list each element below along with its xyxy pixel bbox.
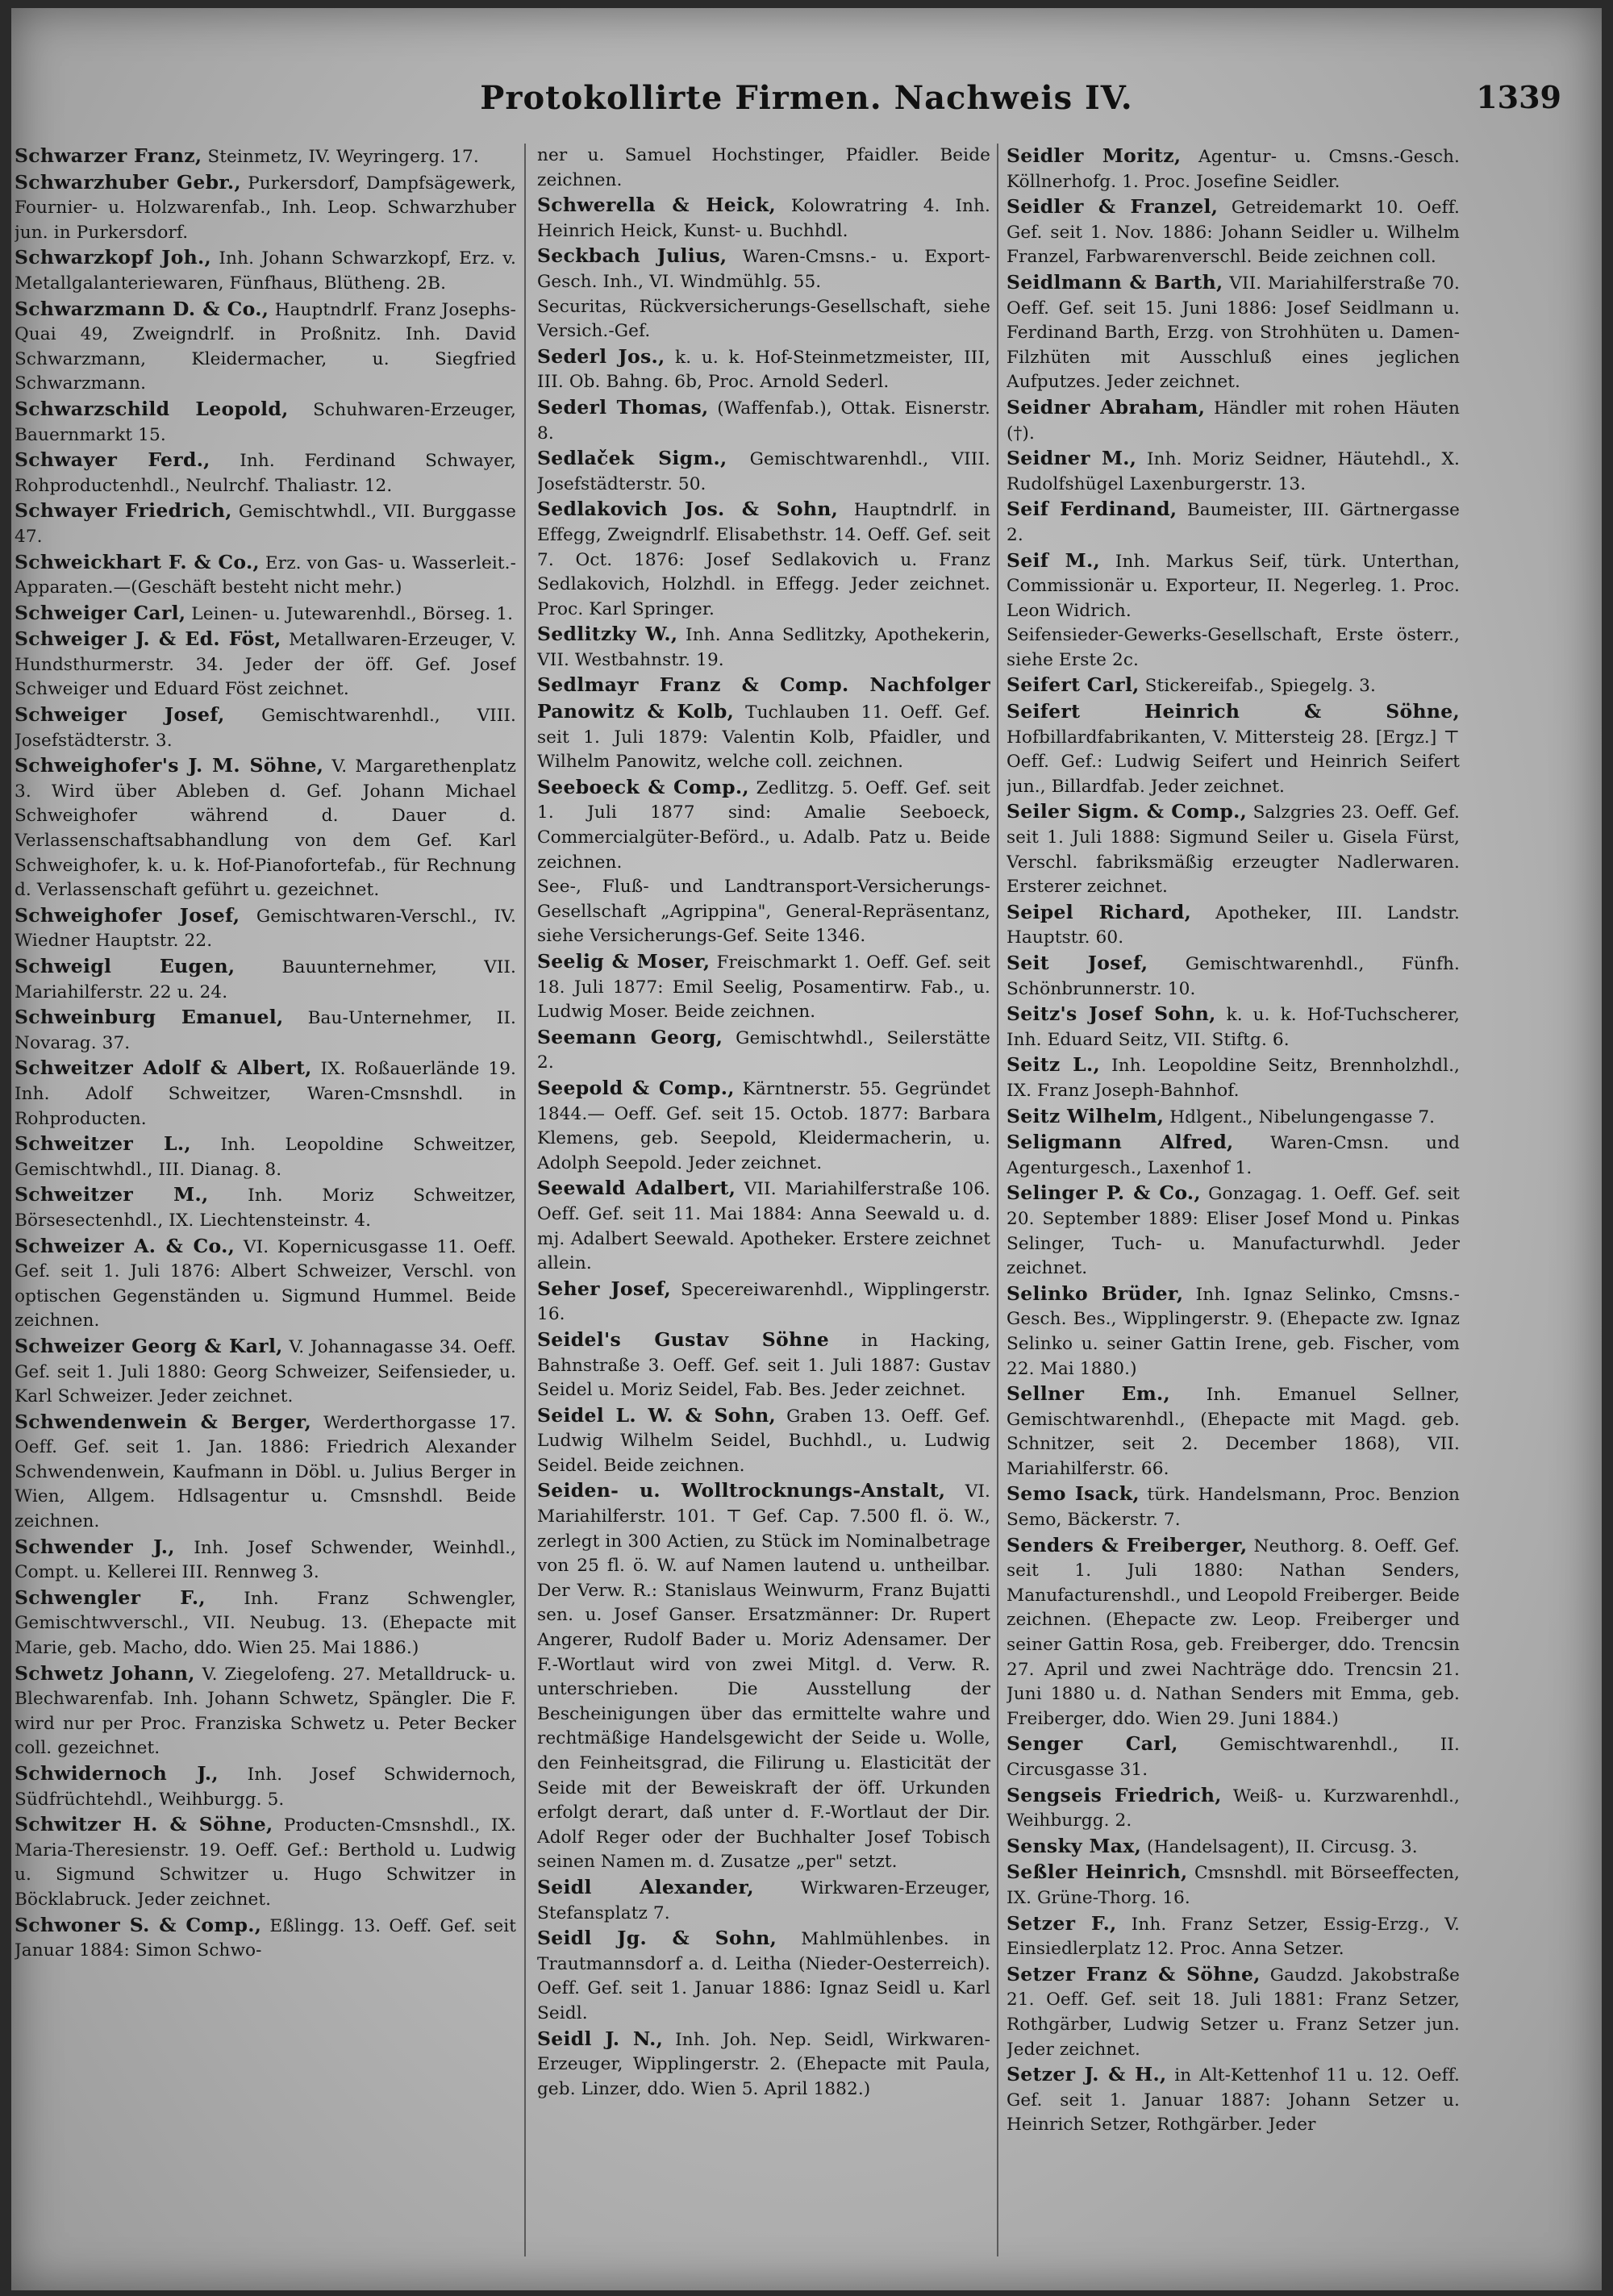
firm-details: Schuhwaren-Erzeuger, Bauernmarkt 15. xyxy=(15,399,516,445)
firm-entry xyxy=(15,448,516,498)
firm-details: VII. Mariahilferstraße 106. Oeff. Gef. seit 11. Mai 1884: Anna Seewald u. d. mj. Adalbert Seewald. Apotheker. Erstere zeichnet allein. xyxy=(537,1179,990,1274)
firm-name: Schwidernoch J., xyxy=(15,1762,219,1785)
firm-entry xyxy=(15,601,516,627)
firm-entry xyxy=(1007,1481,1460,1532)
firm-name: Seidl Alexander, xyxy=(537,1875,754,1898)
firm-details: Zedlitzg. 5. Oeff. Gef. seit 1. Juli 1877 sind: Amalie Seeboeck, Commercialgüter-Beförd., u. Adalb. Patz u. Beide zeichnen. xyxy=(537,777,990,873)
firm-entry xyxy=(537,1176,990,1276)
firm-name: Schwayer Friedrich, xyxy=(15,499,232,523)
firm-entry xyxy=(537,1327,990,1403)
firm-entry xyxy=(1007,900,1460,951)
firm-name: Seidler Moritz, xyxy=(1007,144,1182,167)
firm-details: (Waffenfab.), Ottak. Eisnerstr. 8. xyxy=(537,398,990,444)
firm-name: Seidler & Franzel, xyxy=(1007,195,1219,219)
firm-name: Schwarzmann D. & Co., xyxy=(15,297,269,320)
firm-name: Seepold & Comp., xyxy=(537,1076,735,1099)
firm-name: Schweinburg Emanuel, xyxy=(15,1006,284,1029)
firm-entry xyxy=(1007,2062,1460,2138)
firm-name: Schweizer Georg & Karl, xyxy=(15,1334,283,1357)
firm-details: türk. Handelsmann, Proc. Benzion Semo, Bäckerstr. 7. xyxy=(1007,1485,1460,1531)
firm-entry xyxy=(1007,270,1460,395)
firm-details: VII. Mariahilferstraße 70. Oeff. Gef. seit 15. Juni 1886: Josef Seidlmann u. Ferdinand Barth, Erzg. von Strohhüten u. Damen-Filzhüten mit Ausschluß eines jeglichen Aufputzes. Jeder zeichnet. xyxy=(1007,273,1460,393)
firm-entry xyxy=(15,1234,516,1334)
firm-entry xyxy=(15,753,516,903)
firm-details: Waren-Cmsn. und Agenturgesch., Laxenhof 1. xyxy=(1007,1133,1460,1178)
firm-name: Seßler Heinrich, xyxy=(1007,1861,1188,1884)
firm-name: Seher Josef, xyxy=(537,1277,672,1300)
firm-details: ner u. Samuel Hochstinger, Pfaidler. Beide zeichnen. xyxy=(537,145,990,190)
firm-details: Inh. Ignaz Selinko, Cmsns.-Gesch. Bes., Wipplingerstr. 9. (Ehepacte zw. Ignaz Selinko u. seiner Gattin Irene, geb. Fischer, vom 22. Mai 1880.) xyxy=(1007,1284,1460,1379)
firm-name: Senger Carl, xyxy=(1007,1732,1178,1756)
firm-entry xyxy=(15,1535,516,1586)
firm-details: Stickereifab., Spiegelg. 3. xyxy=(1139,676,1376,697)
firm-entry xyxy=(537,446,990,497)
firm-details: Cmsnshdl. mit Börseeffecten, IX. Grüne-Thorg. 16. xyxy=(1007,1863,1460,1908)
firm-details: Waren-Cmsns.- u. Export-Gesch. Inh., VI. Windmühlg. 55. xyxy=(537,247,990,292)
firm-details: k. u. k. Hof-Tuchscherer, Inh. Eduard Seitz, VII. Stiftg. 6. xyxy=(1007,1005,1460,1050)
firm-name: Schwetz Johann, xyxy=(15,1661,195,1685)
firm-details: V. Ziegelofeng. 27. Metalldruck- u. Blechwarenfab. Inh. Johann Schwetz, Spängler. Die F. wird nur per Proc. Franziska Schwetz u. Peter Becker coll. gezeichnet. xyxy=(15,1664,516,1759)
firm-name: Seemann Georg, xyxy=(537,1025,723,1048)
firm-entry xyxy=(15,1334,516,1410)
firm-name: Selinger P. & Co., xyxy=(1007,1181,1201,1205)
firm-details: Inh. Emanuel Sellner, Gemischtwarenhdl., (Ehepacte mit Magd. geb. Schnitzer, seit 2. December 1868), VII. Mariahilferstr. 66. xyxy=(1007,1385,1460,1479)
firm-details: Inh. Johann Schwarzkopf, Erz. v. Metallgalanteriewaren, Fünfhaus, Blütheng. 2B. xyxy=(15,248,516,294)
firm-entry xyxy=(1007,1281,1460,1381)
firm-entry xyxy=(15,954,516,1005)
firm-name: Schwarzkopf Joh., xyxy=(15,246,212,269)
firm-entry xyxy=(537,1478,990,1875)
firm-entry xyxy=(1007,699,1460,799)
firm-details: Inh. Ferdinand Schwayer, Rohproductenhdl., Neulrchf. Thaliastr. 12. xyxy=(15,451,516,496)
firm-details: Salzgries 23. Oeff. Gef. seit 1. Juli 1888: Sigmund Seiler u. Gisela Fürst, Verschl. fabriksmäßig erzeugter Nadlerwaren. Ersterer zeichnet. xyxy=(1007,802,1460,898)
firm-entry xyxy=(1007,1860,1460,1911)
firm-name: Schweiger Carl, xyxy=(15,601,186,624)
firm-details: in Hacking, Bahnstraße 3. Oeff. Gef. seit 1. Juli 1887: Gustav Seidel u. Moriz Seidel, Fab. Bes. Jeder zeichnet. xyxy=(537,1330,990,1401)
firm-name: Semo Isack, xyxy=(1007,1482,1140,1506)
column-middle xyxy=(537,144,990,2256)
firm-name: Seitz's Josef Sohn, xyxy=(1007,1002,1216,1026)
firm-entry xyxy=(537,193,990,244)
firm-name: Seifert Heinrich & Söhne, xyxy=(1007,700,1460,723)
firm-name: Schweitzer L., xyxy=(15,1132,191,1156)
firm-name: Schweiger J. & Ed. Föst, xyxy=(15,627,281,651)
firm-name: Selinko Brüder, xyxy=(1007,1281,1184,1305)
column-right xyxy=(1007,144,1460,2256)
firm-details: Bauunternehmer, VII. Mariahilferstr. 22 u. 24. xyxy=(15,957,516,1002)
firm-details: Tuchlauben 11. Oeff. Gef. seit 1. Juli 1879: Valentin Kolb, Pfaidler, und Wilhelm Panowitz, welche coll. zeichnen. xyxy=(537,702,990,773)
firm-details: Gemischtwarenhdl., VIII. Josefstädterstr. 3. xyxy=(15,706,516,751)
firm-name: Sederl Jos., xyxy=(537,344,665,368)
firm-details: Kärntnerstr. 55. Gegründet 1844.— Oeff. Gef. seit 15. Octob. 1877: Barbara Klemens, geb. Seepold, Kleidermacherin, u. Adolph Seepold. Jeder zeichnet. xyxy=(537,1078,990,1173)
firm-entry xyxy=(1007,497,1460,548)
page-header xyxy=(44,79,1569,127)
firm-entry xyxy=(15,702,516,753)
firm-entry xyxy=(1007,1104,1460,1131)
firm-entry xyxy=(1007,1731,1460,1782)
firm-details: Inh. Anna Sedlitzky, Apothekerin, VII. Westbahnstr. 19. xyxy=(537,625,990,670)
firm-name: Seckbach Julius, xyxy=(537,244,727,268)
firm-entry xyxy=(1007,1181,1460,1281)
firm-name: Sensky Max, xyxy=(1007,1834,1142,1857)
firm-name: Seif Ferdinand, xyxy=(1007,498,1177,521)
firm-entry xyxy=(1007,1834,1460,1861)
firm-name: Setzer J. & H., xyxy=(1007,2063,1167,2086)
firm-details: Freischmarkt 1. Oeff. Gef. seit 18. Juli 1877: Emil Seelig, Posamentirw. Fab., u. Ludwig Moser. Beide zeichnen. xyxy=(537,952,990,1023)
firm-entry xyxy=(537,344,990,395)
firm-name: Sedlaček Sigm., xyxy=(537,447,727,470)
firm-details: Inh. Leopoldine Schweitzer, Gemischtwhdl., III. Dianag. 8. xyxy=(15,1135,516,1180)
firm-details: Weiß- u. Kurzwarenhdl., Weihburgg. 2. xyxy=(1007,1786,1460,1831)
firm-entry xyxy=(537,875,990,949)
firm-entry xyxy=(537,1277,990,1327)
firm-name: Schweighofer Josef, xyxy=(15,903,240,927)
firm-entry xyxy=(15,297,516,397)
firm-name: Seidel L. W. & Sohn, xyxy=(537,1403,777,1427)
firm-name: Sedlakovich Jos. & Sohn, xyxy=(537,498,839,521)
firm-entry xyxy=(15,1761,516,1812)
firm-name: Sengseis Friedrich, xyxy=(1007,1783,1222,1806)
firm-name: Seidl J. N., xyxy=(537,2027,664,2050)
firm-name: Schwayer Ferd., xyxy=(15,448,210,472)
firm-details: Inh. Josef Schwidernoch, Südfrüchtehdl., Weihburgg. 5. xyxy=(15,1765,516,1810)
firm-details: Inh. Joh. Nep. Seidl, Wirkwaren-Erzeuger, Wipplingerstr. 2. (Ehepacte mit Paula, geb. Linzer, ddo. Wien 5. April 1882.) xyxy=(537,2029,990,2099)
firm-details: Hauptndrlf. in Effegg, Zweigndrlf. Elisabethstr. 14. Oeff. Gef. seit 7. Oct. 1876: Josef Sedlakovich u. Franz Sedlakovich, Holzhdl. in Effegg. Jeder zeichnet. Proc. Karl Springer. xyxy=(537,500,990,619)
firm-name: Setzer F., xyxy=(1007,1911,1117,1935)
firm-entry xyxy=(537,775,990,875)
firm-entry xyxy=(1007,673,1460,699)
firm-entry xyxy=(1007,1533,1460,1732)
firm-entry xyxy=(15,1056,516,1131)
firm-entry xyxy=(1007,1052,1460,1103)
firm-entry xyxy=(15,144,516,170)
firm-details: VI. Mariahilferstr. 101. ⊤ Gef. Cap. 7.500 fl. ö. W., zerlegt in 300 Actien, zu Stück im Nominalbetrage von 25 fl. ö. W. auf Namen lautend u. untheilbar. Der Verw. R.: Stanislaus Weinwurm, Franz Bujatti sen. u. Josef Ganser. Ersatzmänner: Dr. Rupert Angerer, Rudolf Bader u. Moriz Adensamer. Der F.-Wortlaut wird von zwei Mitgl. d. Verw. R. unterschrieben. Die Ausstellung der Bescheinigungen über das ermittelte wahre und rechtmäßige Handelsgewicht der Seide u. Wolle, den Feinheitsgrad, die Filirung u. Elasticität der Seide mit der Beweiskraft der öff. Urkunden erfolgt derart, daß unter d. F.-Wortlaut der Dir. Adolf Reger oder der Buchhalter Josef Tobisch seinen Namen m. d. Zusatze „per" setzt. xyxy=(537,1481,990,1873)
firm-details: Hdlgent., Nibelungengasse 7. xyxy=(1164,1106,1436,1127)
firm-details: Mahlmühlenbes. in Trautmannsdorf a. d. Leitha (Nieder-Oesterreich). Oeff. Gef. seit 1. Januar 1886: Ignaz Seidl u. Karl Seidl. xyxy=(537,1929,990,2023)
firm-name: Sedlmayr Franz & Comp. Nachfolger Panowitz & Kolb, xyxy=(537,673,990,723)
firm-entry xyxy=(537,295,990,344)
firm-name: Seiden- u. Wolltrocknungs-Anstalt, xyxy=(537,1479,946,1502)
firm-entry xyxy=(537,1875,990,1926)
firm-name: Seidel's Gustav Söhne xyxy=(537,1327,829,1351)
firm-details: Apotheker, III. Landstr. Hauptstr. 60. xyxy=(1007,902,1460,948)
firm-details: Gaudzd. Jakobstraße 21. Oeff. Gef. seit 18. Juli 1881: Franz Setzer, Rothgärber, Ludwig Setzer u. Franz Setzer jun. Jeder zeichnet. xyxy=(1007,1965,1460,2060)
firm-details: Inh. Leopoldine Seitz, Brennholzhdl., IX. Franz Joseph-Bahnhof. xyxy=(1007,1056,1460,1101)
firm-name: Schweizer A. & Co., xyxy=(15,1234,235,1257)
firm-name: Seelig & Moser, xyxy=(537,950,711,973)
firm-entry xyxy=(537,244,990,294)
firm-name: Schweickhart F. & Co., xyxy=(15,550,260,573)
firm-name: Schweigl Eugen, xyxy=(15,955,235,977)
firm-entry xyxy=(1007,194,1460,270)
firm-details: Inh. Markus Seif, türk. Unterthan, Commissionär u. Exporteur, II. Negerleg. 1. Proc. Leon Widrich. xyxy=(1007,551,1460,621)
firm-name: Seitz L., xyxy=(1007,1053,1100,1077)
firm-details: Händler mit rohen Häuten (†). xyxy=(1007,398,1460,444)
firm-name: Seidner Abraham, xyxy=(1007,395,1206,419)
firm-details: See-, Fluß- und Landtransport-Versicherungs-Gesellschaft „Agrippina", General-Repräsentanz, siehe Versicherungs-Gef. Seite 1346. xyxy=(537,877,990,947)
firm-name: Schwarzhuber Gebr., xyxy=(15,170,241,194)
firm-details: Inh. Josef Schwender, Weinhdl., Compt. u. Kellerei III. Rennweg 3. xyxy=(15,1537,516,1583)
firm-entry xyxy=(15,1812,516,1912)
firm-entry xyxy=(537,622,990,673)
firm-entry xyxy=(15,1182,516,1233)
firm-name: Schwender J., xyxy=(15,1535,175,1558)
firm-name: Schwarzschild Leopold, xyxy=(15,397,289,420)
firm-name: Schweitzer Adolf & Albert, xyxy=(15,1056,312,1080)
firm-name: Sellner Em., xyxy=(1007,1382,1170,1406)
firm-details: Gemischtwarenhdl., Fünfh. Schönbrunnerstr. 10. xyxy=(1007,954,1460,999)
firm-entry xyxy=(1007,395,1460,446)
firm-entry xyxy=(15,1913,516,1964)
firm-details: Getreidemarkt 10. Oeff. Gef. seit 1. Nov. 1886: Johann Seidler u. Wilhelm Franzel, Farbwarenverschl. Beide zeichnen coll. xyxy=(1007,198,1460,268)
firm-details: Bau-Unternehmer, II. Novarag. 37. xyxy=(15,1008,516,1053)
firm-name: Schweighofer's J. M. Söhne, xyxy=(15,754,324,777)
firm-details: Specereiwarenhdl., Wipplingerstr. 16. xyxy=(537,1279,990,1325)
firm-entry xyxy=(15,1131,516,1182)
firm-entry xyxy=(1007,1002,1460,1052)
firm-name: Seitz Wilhelm, xyxy=(1007,1104,1165,1127)
firm-details: Inh. Franz Schwengler, Gemischtwverschl., VII. Neubug. 13. (Ehepacte mit Marie, geb. Macho, ddo. Wien 25. Mai 1886.) xyxy=(15,1588,516,1659)
firm-details: Gonzagag. 1. Oeff. Gef. seit 20. September 1889: Eliser Josef Mond u. Pinkas Selinger, Tuch- u. Manufacturwhdl. Jeder zeichnet. xyxy=(1007,1184,1460,1279)
firm-name: Seifert Carl, xyxy=(1007,673,1140,697)
firm-details: Securitas, Rückversicherungs-Gesellschaft, siehe Versich.-Gef. xyxy=(537,296,990,342)
firm-entry xyxy=(15,1586,516,1661)
firm-name: Seipel Richard, xyxy=(1007,900,1192,923)
firm-details: Purkersdorf, Dampfsägewerk, Fournier- u. Holzwarenfab., Inh. Leop. Schwarzhuber jun. in Purkersdorf. xyxy=(15,173,516,243)
firm-entry xyxy=(1007,1783,1460,1834)
firm-name: Setzer Franz & Söhne, xyxy=(1007,1962,1261,1986)
firm-name: Seeboeck & Comp., xyxy=(537,775,749,798)
firm-details: VI. Kopernicusgasse 11. Oeff. Gef. seit 1. Juli 1876: Albert Schweizer, Verschl. von optischen Gegenständen u. Sigmund Hummel. Beide zeichnen. xyxy=(15,1236,516,1331)
firm-name: Senders & Freiberger, xyxy=(1007,1533,1248,1556)
firm-details: Baumeister, III. Gärtnergasse 2. xyxy=(1007,500,1460,545)
firm-details: Producten-Cmsnshdl., IX. Maria-Theresienstr. 19. Oeff. Gef.: Berthold u. Ludwig u. Sigmund Schwitzer u. Hugo Schwitzer in Böcklabruck. Jeder zeichnet. xyxy=(15,1815,516,1910)
firm-entry xyxy=(1007,446,1460,497)
firm-details: Leinen- u. Jutewarenhdl., Börseg. 1. xyxy=(185,603,514,624)
firm-name: Seif M., xyxy=(1007,548,1100,572)
firm-entry xyxy=(537,497,990,622)
firm-details: Inh. Moriz Seidner, Häutehdl., X. Rudolfshügel Laxenburgerstr. 13. xyxy=(1007,449,1460,494)
firm-details: Inh. Franz Setzer, Essig-Erzg., V. Einsiedlerplatz 12. Proc. Anna Setzer. xyxy=(1007,1914,1460,1960)
firm-name: Schwengler F., xyxy=(15,1586,206,1609)
firm-name: Seidner M., xyxy=(1007,447,1137,470)
directory-page xyxy=(11,8,1602,2290)
firm-name: Seit Josef, xyxy=(1007,952,1148,974)
firm-details: Inh. Moriz Schweitzer, Börsesectenhdl., IX. Liechtensteinstr. 4. xyxy=(15,1186,516,1231)
firm-name: Schweiger Josef, xyxy=(15,703,225,727)
firm-entry xyxy=(1007,1911,1460,1962)
firm-details: Wirkwaren-Erzeuger, Stefansplatz 7. xyxy=(537,1877,990,1923)
firm-details: IX. Roßauerlände 19. Inh. Adolf Schweitzer, Waren-Cmsnshdl. in Rohproducten. xyxy=(15,1059,516,1129)
firm-details: Gemischtwarenhdl., II. Circusgasse 31. xyxy=(1007,1735,1460,1780)
firm-name: Schwoner S. & Comp., xyxy=(15,1913,262,1936)
firm-details: Hofbillardfabrikanten, V. Mittersteig 28. [Ergz.] ⊤ Oeff. Gef.: Ludwig Seifert und Heinrich Seifert jun., Billardfab. Jeder zeichnet. xyxy=(1007,727,1460,797)
firm-details: Werderthorgasse 17. Oeff. Gef. seit 1. Jan. 1886: Friedrich Alexander Schwendenwein, Kaufmann in Döbl. u. Julius Berger in Wien, Allgem. Hdlsagentur u. Cmsnshdl. Beide zeichnen. xyxy=(15,1412,516,1532)
firm-name: Seidl Jg. & Sohn, xyxy=(537,1927,777,1950)
firm-entry xyxy=(1007,799,1460,899)
firm-entry xyxy=(15,1410,516,1535)
firm-entry xyxy=(1007,144,1460,194)
firm-entry xyxy=(537,1926,990,2026)
firm-details: k. u. k. Hof-Steinmetzmeister, III, III. Ob. Bahng. 6b, Proc. Arnold Sederl. xyxy=(537,347,990,393)
firm-name: Seligmann Alfred, xyxy=(1007,1131,1234,1154)
firm-details: Steinmetz, IV. Weyringerg. 17. xyxy=(202,147,479,167)
firm-name: Seewald Adalbert, xyxy=(537,1177,736,1200)
firm-entry xyxy=(537,1076,990,1176)
firm-details: V. Johannagasse 34. Oeff. Gef. seit 1. Juli 1880: Georg Schweizer, Seifensieder, u. Karl Schweizer. Jeder zeichnet. xyxy=(15,1336,516,1407)
firm-entry xyxy=(15,627,516,702)
firm-details: Kolowratring 4. Inh. Heinrich Heick, Kunst- u. Buchhdl. xyxy=(537,196,990,241)
firm-entry xyxy=(15,903,516,954)
firm-details: Erz. von Gas- u. Wasserleit.-Apparaten.—(Geschäft besteht nicht mehr.) xyxy=(15,552,516,598)
firm-entry xyxy=(537,1025,990,1076)
firm-entry xyxy=(1007,623,1460,673)
firm-name: Schweitzer M., xyxy=(15,1183,209,1206)
column-divider xyxy=(524,144,526,2256)
firm-details: Graben 13. Oeff. Gef. Ludwig Wilhelm Seidel, Buchhdl., u. Ludwig Seidel. Beide zeichnen. xyxy=(537,1406,990,1476)
firm-details: in Alt-Kettenhof 11 u. 12. Oeff. Gef. seit 1. Januar 1887: Johann Setzer u. Heinrich Setzer, Rothgärber. Jeder xyxy=(1007,2065,1460,2136)
firm-entry xyxy=(537,673,990,774)
firm-details: Eßlingg. 13. Oeff. Gef. seit Januar 1884: Simon Schwo- xyxy=(15,1915,516,1961)
firm-entry xyxy=(537,144,990,193)
firm-details: Hauptndrlf. Franz Josephs-Quai 49, Zweigndrlf. in Proßnitz. Inh. David Schwarzmann, Kleidermacher, u. Siegfried Schwarzmann. xyxy=(15,299,516,394)
firm-name: Schwerella & Heick, xyxy=(537,194,776,217)
firm-entry xyxy=(1007,548,1460,624)
firm-entry xyxy=(1007,1130,1460,1181)
running-title: Protokollirte Firmen. Nachweis IV. xyxy=(480,79,1133,117)
firm-details: Gemischtwarenhdl., VIII. Josefstädterstr. 50. xyxy=(537,449,990,494)
firm-details: Metallwaren-Erzeuger, V. Hundsthurmerstr. 34. Jeder der öff. Gef. Josef Schweiger und Eduard Föst zeichnet. xyxy=(15,630,516,700)
firm-details: Gemischtwhdl., Seilerstätte 2. xyxy=(537,1027,990,1073)
firm-name: Seiler Sigm. & Comp., xyxy=(1007,800,1248,823)
firm-entry xyxy=(537,2027,990,2102)
firm-entry xyxy=(15,550,516,601)
column-left xyxy=(15,144,516,2256)
firm-name: Sedlitzky W., xyxy=(537,623,678,646)
firm-details: Agentur- u. Cmsns.-Gesch. Köllnerhofg. 1. Proc. Josefine Seidler. xyxy=(1007,147,1460,192)
firm-name: Schwendenwein & Berger, xyxy=(15,1410,312,1433)
firm-details: Gemischtwhdl., VII. Burggasse 47. xyxy=(15,502,516,547)
firm-entry xyxy=(1007,951,1460,1002)
firm-entry xyxy=(15,245,516,296)
firm-entry xyxy=(537,949,990,1025)
firm-name: Schwarzer Franz, xyxy=(15,144,202,167)
firm-entry xyxy=(537,1403,990,1479)
firm-name: Seidlmann & Barth, xyxy=(1007,270,1223,294)
firm-entry xyxy=(15,1005,516,1056)
firm-entry xyxy=(537,395,990,446)
firm-details: Seifensieder-Gewerks-Gesellschaft, Erste österr., siehe Erste 2c. xyxy=(1007,625,1460,670)
firm-entry xyxy=(1007,1962,1460,2062)
firm-entry xyxy=(15,170,516,246)
firm-entry xyxy=(15,1661,516,1761)
column-divider xyxy=(997,144,998,2256)
firm-entry xyxy=(15,498,516,549)
firm-details: (Handelsagent), II. Circusg. 3. xyxy=(1141,1836,1418,1857)
firm-details: Neuthorg. 8. Oeff. Gef. seit 1. Juli 1880: Nathan Senders, Manufacturenshdl., und Leopold Freiberger. Beide zeichnen. (Ehepacte zw. Leop. Freiberger und seiner Gattin Rosa, geb. Freiberger, ddo. Trencsin 27. April und zwei Nachträge ddo. Trencsin 21. Juni 1880 u. d. Nathan Senders mit Emma, geb. Freiberger, ddo. Wien 29. Juni 1884.) xyxy=(1007,1536,1460,1729)
page-number: 1339 xyxy=(1476,79,1561,115)
firm-name: Sederl Thomas, xyxy=(537,395,709,419)
firm-details: V. Margarethenplatz 3. Wird über Ableben d. Gef. Johann Michael Schweighofer während d. Dauer d. Verlassenschaftsabhandlung von dem Gef. Karl Schweighofer, k. u. k. Hof-Pianofortefab., für Rechnung d. Verlassenschaft geführt u. gezeichnet. xyxy=(15,756,516,901)
firm-entry xyxy=(1007,1381,1460,1481)
firm-entry xyxy=(15,397,516,448)
firm-details: Gemischtwaren-Verschl., IV. Wiedner Hauptstr. 22. xyxy=(15,906,516,952)
firm-name: Schwitzer H. & Söhne, xyxy=(15,1813,273,1836)
